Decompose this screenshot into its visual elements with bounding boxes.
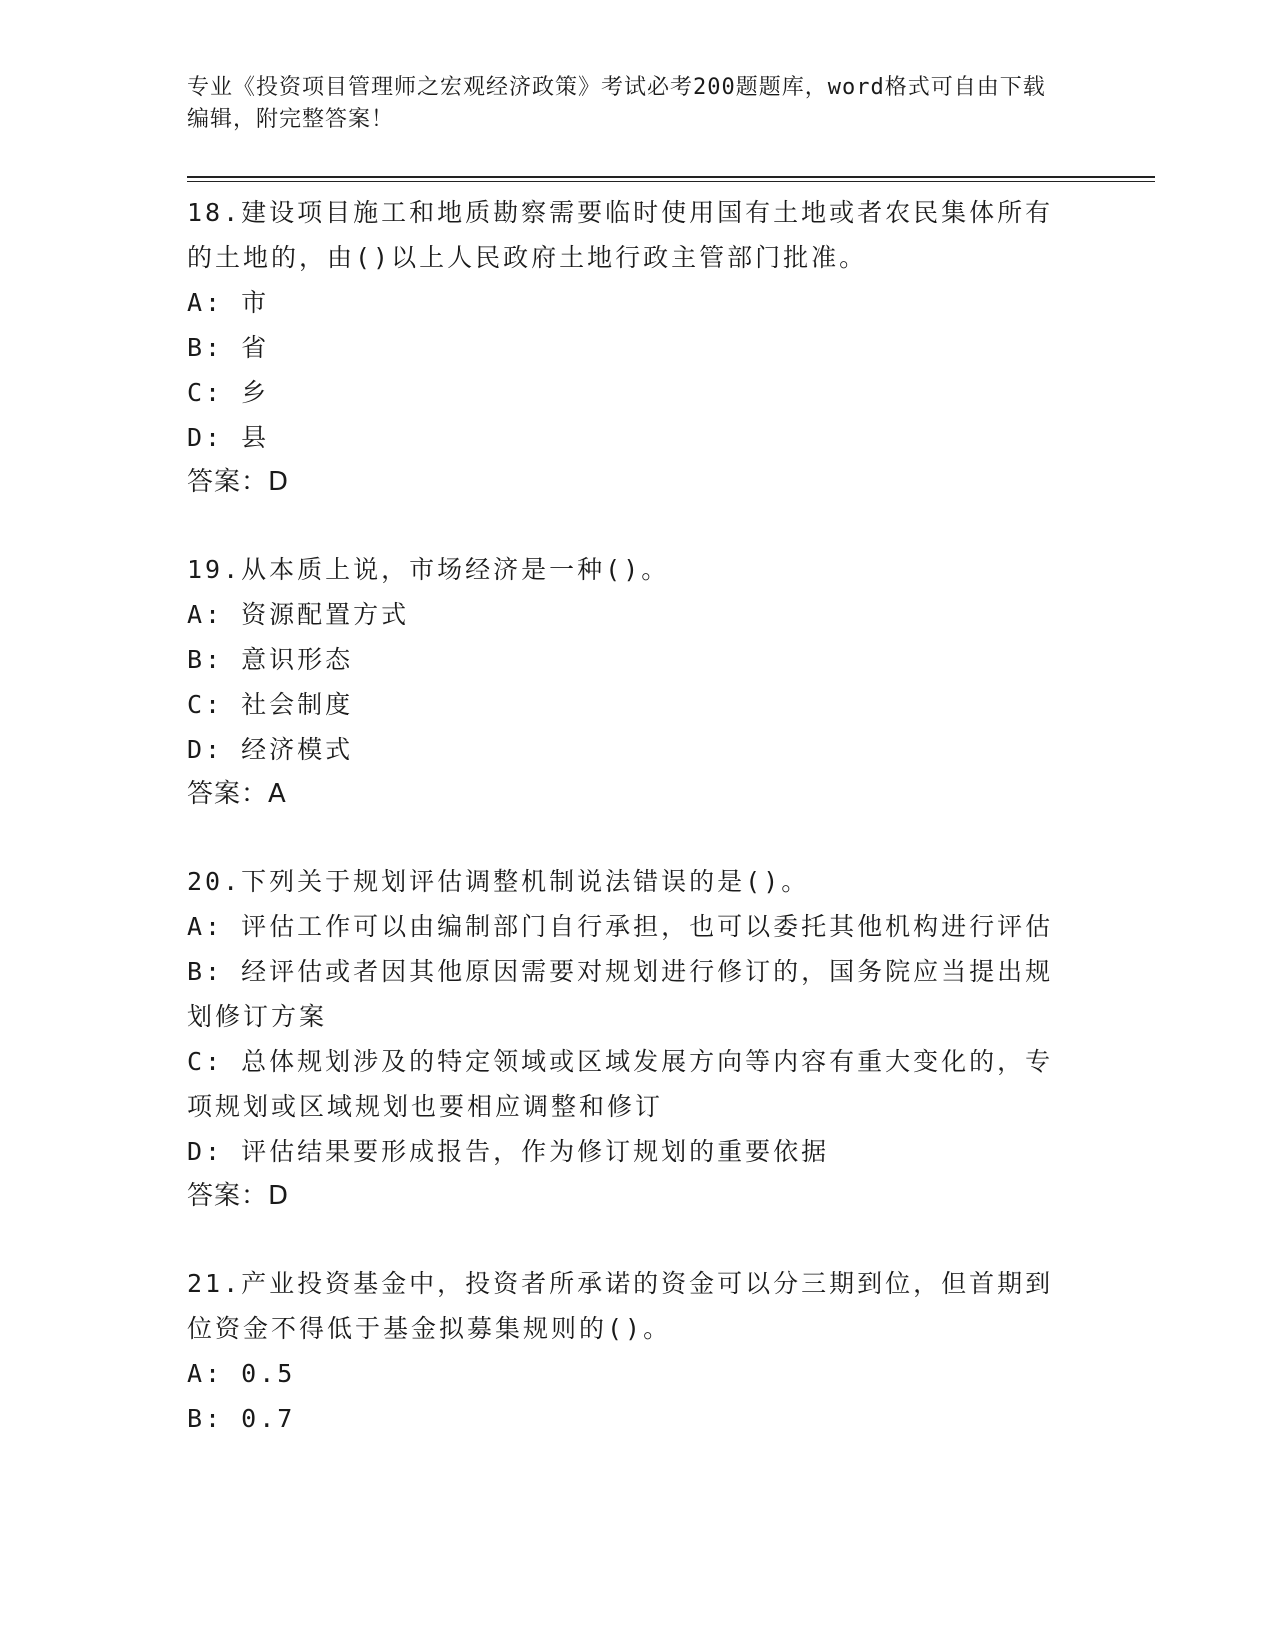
- question-stem: 18.建设项目施工和地质勘察需要临时使用国有土地或者农民集体所有的土地的，由()以上人民政府土地行政主管部门批准。: [187, 198, 1054, 272]
- option-b: B: 0.7: [187, 1404, 296, 1433]
- answer-line: 答案：D: [187, 467, 290, 497]
- option-a: A: 资源配置方式: [187, 600, 410, 629]
- option-d: D: 经济模式: [187, 735, 354, 764]
- option-a: A: 评估工作可以由编制部门自行承担，也可以委托其他机构进行评估: [187, 912, 1054, 941]
- question-item: [187, 1261, 1077, 1441]
- question-list: [187, 190, 1077, 1483]
- answer-line: 答案：A: [187, 779, 287, 809]
- option-c: C: 总体规划涉及的特定领域或区域发展方向等内容有重大变化的，专项规划或区域规划也要相应调整和修订: [187, 1047, 1054, 1121]
- option-c: C: 社会制度: [187, 690, 354, 719]
- option-a: A: 0.5: [187, 1359, 296, 1388]
- document-header: 专业《投资项目管理师之宏观经济政策》考试必考200题题库，word格式可自由下载编辑，附完整答案！: [187, 75, 1046, 132]
- option-d: D: 县: [187, 423, 270, 452]
- option-b: B: 意识形态: [187, 645, 354, 674]
- option-b: B: 省: [187, 333, 270, 362]
- answer-line: 答案：D: [187, 1181, 290, 1211]
- question-stem: 19.从本质上说，市场经济是一种()。: [187, 555, 670, 584]
- option-b: B: 经评估或者因其他原因需要对规划进行修订的，国务院应当提出规划修订方案: [187, 957, 1054, 1031]
- header-divider: [187, 176, 1155, 178]
- question-stem: 20.下列关于规划评估调整机制说法错误的是()。: [187, 867, 810, 896]
- option-a: A: 市: [187, 288, 270, 317]
- question-item: [187, 190, 1077, 505]
- question-stem: 21.产业投资基金中，投资者所承诺的资金可以分三期到位，但首期到位资金不得低于基金拟募集规则的()。: [187, 1269, 1054, 1343]
- option-c: C: 乡: [187, 378, 270, 407]
- question-item: [187, 859, 1077, 1219]
- option-d: D: 评估结果要形成报告，作为修订规划的重要依据: [187, 1137, 830, 1166]
- header-divider-thin: [187, 181, 1155, 182]
- question-item: [187, 547, 1077, 817]
